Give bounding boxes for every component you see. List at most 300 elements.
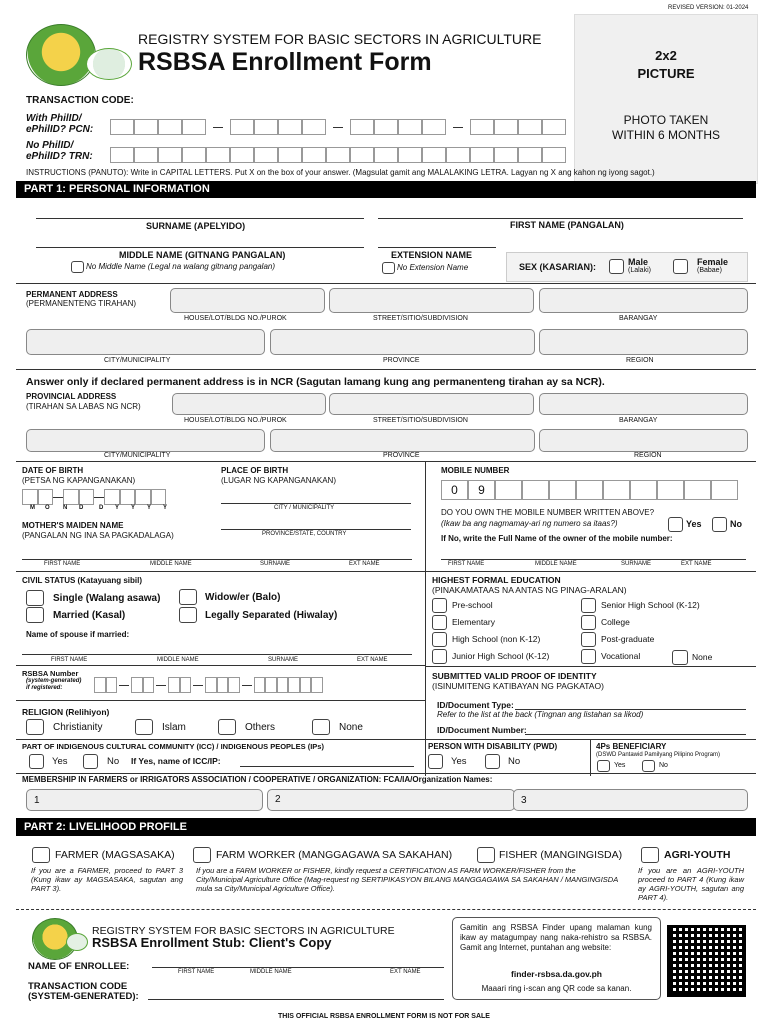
prov-house-caption: HOUSE/LOT/BLDG NO./PUROK [184, 417, 287, 424]
digit-box[interactable] [228, 677, 240, 693]
digit-separator [53, 497, 63, 498]
owner-first-caption: FIRST NAME [448, 561, 485, 567]
no-extension-label: No Extension Name [397, 263, 469, 272]
digit-separator [119, 685, 129, 686]
prov-region-field[interactable] [539, 429, 748, 452]
org-number-2: 2 [275, 794, 281, 805]
mother-maiden-label: MOTHER'S MAIDEN NAME [22, 521, 124, 530]
mother-surname-caption: SURNAME [260, 561, 291, 567]
prov-city-field[interactable] [26, 429, 265, 452]
perm-house-caption: HOUSE/LOT/BLDG NO./PUROK [184, 315, 287, 322]
icc-name-line[interactable] [240, 766, 414, 767]
photo-box [574, 14, 758, 184]
id-type-label: ID/Document Type: [437, 700, 514, 710]
prov-province-field[interactable] [270, 429, 535, 452]
prov-street-caption: STREET/SITIO/SUBDIVISION [373, 417, 468, 424]
stub-transaction-sub: (SYSTEM-GENERATED): [28, 991, 139, 1002]
religion-options [22, 718, 422, 736]
digit-box[interactable] [230, 119, 254, 135]
transaction-code-label: TRANSACTION CODE: [26, 95, 134, 106]
pob-tagalog: (LUGAR NG KAPANGANAKAN) [221, 476, 336, 485]
perm-barangay-caption: BARANGAY [619, 315, 658, 322]
divider [16, 461, 756, 462]
widow-label: Widow/er (Balo) [205, 592, 281, 603]
digit-box[interactable] [422, 119, 446, 135]
digit-box[interactable] [542, 119, 566, 135]
pob-city-line[interactable] [221, 503, 411, 504]
digit-box[interactable] [518, 147, 542, 163]
photo-note-1: PHOTO TAKEN [623, 113, 709, 127]
first-name-label: FIRST NAME (PANGALAN) [510, 220, 624, 230]
religion-others-label: Others [245, 722, 276, 733]
perm-city-caption: CITY/MUNICIPALITY [104, 357, 171, 364]
mobile-digit-box[interactable] [711, 480, 738, 500]
dob-format-letter: Y [163, 505, 168, 511]
if-no-owner-label: If No, write the Full Name of the owner of the mobile number: [441, 534, 673, 543]
fourps-no-checkbox[interactable] [642, 760, 655, 772]
org-field-3[interactable] [513, 789, 748, 811]
stub-title: RSBSA Enrollment Stub: Client's Copy [92, 935, 332, 950]
divider [16, 773, 756, 774]
finder-url[interactable]: finder-rsbsa.da.gov.ph [511, 969, 602, 979]
dob-format-letter: Y [147, 505, 152, 511]
digit-box[interactable] [398, 147, 422, 163]
mobile-digit-box[interactable] [549, 480, 576, 500]
divider [590, 739, 591, 776]
mobile-digit-box[interactable] [522, 480, 549, 500]
sex-box [506, 252, 748, 282]
rsbsa-finder-box [452, 917, 661, 1000]
no-extension-checkbox[interactable] [382, 262, 395, 274]
digit-box[interactable] [326, 147, 350, 163]
id-number-label: ID/Document Number: [437, 725, 527, 735]
edu-postgrad-checkbox[interactable] [581, 632, 596, 647]
extension-name-label: EXTENSION NAME [391, 250, 473, 260]
dob-format-letter: N [63, 505, 68, 511]
digit-box[interactable] [374, 147, 398, 163]
prov-city-caption: CITY/MUNICIPALITY [104, 452, 171, 459]
male-tagalog: (Lalaki) [628, 267, 651, 274]
no-philid-label: No PhilID/ [26, 140, 74, 151]
religion-christianity-label: Christianity [53, 722, 103, 733]
photo-note-2: WITHIN 6 MONTHS [612, 128, 720, 142]
digit-box[interactable] [278, 147, 302, 163]
provincial-address-label: PROVINCIAL ADDRESS [26, 392, 117, 401]
edu-senior-high-label: Senior High School (K-12) [601, 600, 700, 610]
edu-preschool-label: Pre-school [452, 600, 493, 610]
prov-province-caption: PROVINCE [383, 452, 420, 459]
digit-box[interactable] [120, 489, 136, 505]
edu-junior-high-checkbox[interactable] [432, 649, 447, 664]
perm-province-caption: PROVINCE [383, 357, 420, 364]
agriyouth-checkbox[interactable] [641, 847, 659, 863]
divider [16, 739, 756, 740]
pcn-input-row[interactable] [110, 119, 565, 135]
female-checkbox[interactable] [673, 259, 688, 274]
form-title: RSBSA Enrollment Form [138, 48, 432, 76]
digit-box[interactable] [446, 147, 470, 163]
org-field-1[interactable] [26, 789, 263, 811]
digit-box[interactable] [494, 147, 518, 163]
edu-college-checkbox[interactable] [581, 615, 596, 630]
digit-box[interactable] [398, 119, 422, 135]
religion-christianity-checkbox[interactable] [26, 719, 44, 735]
religion-label: RELIGION (Relihiyon) [22, 707, 110, 717]
digit-box[interactable] [265, 677, 277, 693]
id-refer-note: Refer to the list at the back (Tingnan ang listahan sa likod) [437, 710, 644, 719]
enrollee-middle-caption: MIDDLE NAME [250, 969, 292, 975]
valid-id-label: SUBMITTED VALID PROOF OF IDENTITY [432, 671, 597, 681]
first-name-line[interactable] [378, 218, 743, 219]
digit-separator [156, 685, 166, 686]
divider [16, 665, 425, 666]
digit-box[interactable] [110, 147, 134, 163]
digit-box[interactable] [277, 677, 289, 693]
digit-box[interactable] [135, 489, 151, 505]
bagong-pilipinas-logo [86, 48, 132, 80]
dob-format-letter: O [45, 505, 50, 511]
married-checkbox[interactable] [26, 607, 44, 623]
dob-format-letter: D [79, 505, 84, 511]
divider [16, 369, 756, 370]
dob-input-row[interactable] [22, 489, 212, 505]
digit-box[interactable] [254, 677, 266, 693]
digit-box[interactable] [182, 147, 206, 163]
fourps-yes-checkbox[interactable] [597, 760, 610, 772]
middle-name-label: MIDDLE NAME (GITNANG PANGALAN) [119, 250, 286, 260]
mobile-digit-box[interactable]: 0 [441, 480, 468, 500]
digit-box[interactable] [134, 147, 158, 163]
education-label: HIGHEST FORMAL EDUCATION [432, 575, 561, 585]
pob-province-caption: PROVINCE/STATE, COUNTRY [262, 531, 347, 537]
digit-box[interactable] [217, 677, 229, 693]
digit-separator [193, 685, 203, 686]
digit-box[interactable] [104, 489, 120, 505]
own-mobile-no-label: No [730, 519, 742, 529]
mother-first-caption: FIRST NAME [44, 561, 81, 567]
female-tagalog: (Babae) [697, 267, 722, 274]
finder-text: Gamitin ang RSBSA Finder upang malaman kung ikaw ay matagumpay nang naka-rehistro sa RSBSA. Gamit ang Internet, puntahan ang website: [460, 923, 652, 952]
separated-checkbox[interactable] [179, 607, 197, 623]
education-right-options [581, 598, 746, 664]
extension-name-line[interactable] [378, 247, 496, 248]
religion-none-label: None [339, 722, 363, 733]
stub-transaction-label: TRANSACTION CODE [28, 981, 128, 992]
digit-box[interactable] [158, 119, 182, 135]
mother-maiden-line[interactable] [22, 559, 412, 560]
digit-box[interactable] [182, 119, 206, 135]
with-philid-label: With PhilID/ [26, 113, 82, 124]
membership-label: MEMBERSHIP IN FARMERS or IRRIGATORS ASSOCIATION / COOPERATIVE / ORGANIZATION: FCA/IA/Organization Names: [22, 775, 493, 784]
owner-middle-caption: MIDDLE NAME [535, 561, 577, 567]
mobile-digit-box[interactable] [684, 480, 711, 500]
rsbsa-finder-qr-code[interactable] [667, 925, 746, 997]
divider [16, 283, 756, 284]
separated-label: Legally Separated (Hiwalay) [205, 610, 338, 621]
farmworker-checkbox[interactable] [193, 847, 211, 863]
stub-registry-title: REGISTRY SYSTEM FOR BASIC SECTORS IN AGRICULTURE [92, 925, 395, 937]
permanent-address-tagalog: (PERMANENTENG TIRAHAN) [26, 299, 137, 308]
digit-box[interactable] [168, 677, 180, 693]
digit-box[interactable] [350, 119, 374, 135]
enrollee-line[interactable] [152, 967, 444, 968]
cut-line [16, 909, 756, 910]
prov-region-caption: REGION [634, 452, 662, 459]
owner-name-line[interactable] [441, 559, 746, 560]
digit-box[interactable] [422, 147, 446, 163]
dob-label: DATE OF BIRTH [22, 466, 84, 475]
icc-no-label: No [107, 756, 120, 767]
icc-label: PART OF INDIGENOUS CULTURAL COMMUNITY (ICC) / INDIGENOUS PEOPLES (IPs) [22, 742, 324, 751]
perm-region-caption: REGION [626, 357, 654, 364]
dob-format-letter: D [99, 505, 104, 511]
pwd-no-checkbox[interactable] [485, 754, 500, 769]
fisher-label: FISHER (MANGINGISDA) [499, 849, 623, 861]
digit-box[interactable] [63, 489, 79, 505]
provincial-address-tagalog: (TIRAHAN SA LABAS NG NCR) [26, 402, 141, 411]
digit-box[interactable] [230, 147, 254, 163]
agriyouth-label: AGRI-YOUTH [664, 849, 731, 861]
edu-highschool-label: High School (non K-12) [452, 634, 541, 644]
digit-box[interactable] [151, 489, 167, 505]
worker-note: If you are a FARM WORKER or FISHER, kindly request a CERTIFICATION AS FARM WORKER/FISHER from the City/Municipal Agriculture Office (Mag-request ng SERTIPIKASYON BILANG MANGGAGAWA SA SAKAHAN / MANGINGISDA mula sa City/Municipal Agriculture Office). [196, 866, 618, 893]
edu-junior-high-label: Junior High School (K-12) [452, 651, 550, 661]
edu-elementary-checkbox[interactable] [432, 615, 447, 630]
mobile-digit-box[interactable] [576, 480, 603, 500]
education-left-options [432, 598, 572, 664]
icc-yes-label: Yes [52, 756, 68, 767]
part2-header: PART 2: LIVELIHOOD PROFILE [16, 818, 756, 836]
religion-islam-label: Islam [162, 722, 186, 733]
digit-separator [333, 127, 343, 128]
farmer-label: FARMER (MAGSASAKA) [55, 849, 175, 861]
instructions: INSTRUCTIONS (PANUTO): Write in CAPITAL LETTERS. Put X on the box of your answer. (Magsulat gamit ang MALALAKING LETRA. Lagyan ng X ang kahon ng iyong sagot.) [26, 168, 655, 177]
mobile-label: MOBILE NUMBER [441, 466, 510, 475]
farmer-checkbox[interactable] [32, 847, 50, 863]
digit-box[interactable] [470, 147, 494, 163]
enrollee-ext-caption: EXT NAME [390, 969, 421, 975]
digit-box[interactable] [374, 119, 398, 135]
no-middle-name-checkbox[interactable] [71, 261, 84, 273]
perm-region-field[interactable] [539, 329, 748, 355]
perm-house-field[interactable] [170, 288, 325, 313]
prov-house-field[interactable] [172, 393, 326, 415]
ncr-note: Answer only if declared permanent address is in NCR (Sagutan lamang kung ang permanenteng tirahan ay sa NCR). [26, 376, 605, 388]
icc-no-checkbox[interactable] [83, 754, 98, 769]
digit-box[interactable] [134, 119, 158, 135]
pob-province-line[interactable] [221, 529, 411, 530]
digit-box[interactable] [206, 147, 230, 163]
rsbsa-number-label: RSBSA Number [22, 669, 79, 678]
dob-format-row [22, 505, 212, 513]
digit-box[interactable] [110, 119, 134, 135]
perm-city-field[interactable] [26, 329, 265, 355]
edu-none-label: None [692, 652, 713, 662]
rsbsa-sub1: (system-generated) [26, 678, 82, 684]
valid-id-tagalog: (ISINUMITENG KATIBAYAN NG PAGKATAO) [432, 681, 604, 691]
digit-box[interactable] [158, 147, 182, 163]
pwd-yes-checkbox[interactable] [428, 754, 443, 769]
own-mobile-yes-label: Yes [686, 519, 702, 529]
digit-box[interactable] [131, 677, 143, 693]
edu-vocational-label: Vocational [601, 651, 641, 661]
edu-elementary-label: Elementary [452, 617, 495, 627]
digit-box[interactable] [311, 677, 323, 693]
fourps-tagalog: (DSWD Pantawid Pamilyang Pilipino Program) [596, 752, 721, 758]
pwd-label: PERSON WITH DISABILITY (PWD) [428, 742, 558, 751]
department-of-agriculture-logo [26, 24, 96, 86]
no-middle-name-label: No Middle Name (Legal na walang gitnang pangalan) [86, 262, 276, 271]
digit-box[interactable] [38, 489, 54, 505]
id-number-line[interactable] [525, 734, 746, 735]
digit-box[interactable] [79, 489, 95, 505]
spouse-label: Name of spouse if married: [26, 630, 130, 639]
perm-province-field[interactable] [270, 329, 535, 355]
pob-label: PLACE OF BIRTH [221, 466, 289, 475]
rsbsa-number-row[interactable] [94, 677, 414, 694]
mobile-digit-box[interactable]: 9 [468, 480, 495, 500]
edu-college-label: College [601, 617, 630, 627]
pwd-no-label: No [508, 756, 521, 767]
farmer-note: If you are a FARMER, proceed to PART 3 (Kung ikaw ay MAGSASAKA, sagutan ang PART 3). [31, 866, 183, 893]
with-ephilid-label: ePhilID? PCN: [26, 124, 94, 135]
no-ephilid-label: ePhilID? TRN: [26, 151, 93, 162]
org-number-3: 3 [521, 795, 527, 806]
spouse-first-caption: FIRST NAME [51, 657, 88, 663]
icc-yes-checkbox[interactable] [29, 754, 44, 769]
middle-name-line[interactable] [36, 247, 364, 248]
married-label: Married (Kasal) [53, 610, 126, 621]
mobile-input-row[interactable] [441, 480, 746, 500]
prov-street-field[interactable] [329, 393, 534, 415]
dob-format-letter: Y [131, 505, 136, 511]
divider [16, 700, 425, 701]
edu-senior-high-checkbox[interactable] [581, 598, 596, 613]
spouse-line[interactable] [22, 654, 412, 655]
digit-box[interactable] [350, 147, 374, 163]
photo-size: 2x2 [655, 48, 677, 63]
digit-box[interactable] [22, 489, 38, 505]
qr-note: Maaari ring i-scan ang QR code sa kanan. [481, 984, 632, 993]
mother-ext-caption: EXT NAME [349, 561, 380, 567]
stub-transaction-line[interactable] [148, 999, 444, 1000]
civil-status-label: CIVIL STATUS (Katayuang sibil) [22, 576, 143, 585]
digit-box[interactable] [205, 677, 217, 693]
prov-barangay-field[interactable] [539, 393, 748, 415]
digit-box[interactable] [470, 119, 494, 135]
digit-separator [94, 497, 104, 498]
religion-others-checkbox[interactable] [218, 719, 236, 735]
digit-box[interactable] [518, 119, 542, 135]
single-checkbox[interactable] [26, 590, 44, 606]
owner-surname-caption: SURNAME [621, 561, 652, 567]
digit-box[interactable] [494, 119, 518, 135]
spouse-middle-caption: MIDDLE NAME [157, 657, 199, 663]
digit-box[interactable] [254, 147, 278, 163]
agriyouth-note: If you are an AGRI-YOUTH proceed to PART 4 (Kung ikaw ay AGRI-YOUTH, sagutan ang PART 4). [638, 866, 744, 902]
footer-note: THIS OFFICIAL RSBSA ENROLLMENT FORM IS NOT FOR SALE [278, 1013, 490, 1020]
digit-box[interactable] [94, 677, 106, 693]
edu-preschool-checkbox[interactable] [432, 598, 447, 613]
enrollee-label: NAME OF ENROLLEE: [28, 961, 130, 972]
digit-box[interactable] [542, 147, 566, 163]
pwd-yes-label: Yes [451, 756, 467, 767]
edu-vocational-checkbox[interactable] [581, 649, 596, 664]
single-label: Single (Walang asawa) [53, 593, 161, 604]
fisher-checkbox[interactable] [477, 847, 495, 863]
prov-barangay-caption: BARANGAY [619, 417, 658, 424]
digit-separator [242, 685, 252, 686]
dob-format-letter: M [30, 505, 35, 511]
divider [425, 666, 756, 667]
mother-maiden-tagalog: (PANGALAN NG INA SA PAGKADALAGA) [22, 531, 174, 540]
surname-line[interactable] [36, 218, 364, 219]
spouse-surname-caption: SURNAME [268, 657, 299, 663]
mother-middle-caption: MIDDLE NAME [150, 561, 192, 567]
religion-none-checkbox[interactable] [312, 719, 330, 735]
org-number-1: 1 [34, 795, 40, 806]
male-checkbox[interactable] [609, 259, 624, 274]
edu-postgrad-label: Post-graduate [601, 634, 655, 644]
digit-box[interactable] [288, 677, 300, 693]
permanent-address-label: PERMANENT ADDRESS [26, 290, 118, 299]
digit-box[interactable] [302, 147, 326, 163]
revised-version: REVISED VERSION: 01-2024 [668, 5, 749, 11]
edu-highschool-checkbox[interactable] [432, 632, 447, 647]
widow-checkbox[interactable] [179, 589, 197, 605]
digit-box[interactable] [254, 119, 278, 135]
part1-header: PART 1: PERSONAL INFORMATION [16, 181, 756, 198]
stub-bagong-pilipinas-logo [66, 933, 88, 951]
divider [16, 571, 756, 572]
fourps-label: 4Ps BENEFICIARY [596, 742, 667, 751]
digit-box[interactable] [180, 677, 192, 693]
mobile-digit-box[interactable] [603, 480, 630, 500]
mobile-digit-box[interactable] [495, 480, 522, 500]
own-mobile-tagalog: (Ikaw ba ang nagmamay-ari ng numero sa itaas?) [441, 519, 618, 528]
own-mobile-no-checkbox[interactable] [712, 517, 727, 532]
digit-box[interactable] [143, 677, 155, 693]
perm-barangay-field[interactable] [539, 288, 748, 313]
perm-street-field[interactable] [329, 288, 534, 313]
digit-box[interactable] [278, 119, 302, 135]
dob-tagalog: (PETSA NG KAPANGANAKAN) [22, 476, 136, 485]
own-mobile-yes-checkbox[interactable] [668, 517, 683, 532]
religion-islam-checkbox[interactable] [135, 719, 153, 735]
trn-input-row[interactable] [110, 147, 565, 163]
sex-label: SEX (KASARIAN): [519, 262, 597, 272]
digit-separator [453, 127, 463, 128]
digit-separator [213, 127, 223, 128]
org-field-2[interactable] [267, 789, 515, 811]
digit-box[interactable] [302, 119, 326, 135]
fourps-yes-label: Yes [614, 762, 626, 769]
mobile-digit-box[interactable] [657, 480, 684, 500]
male-label: Male [628, 257, 649, 267]
registry-title: REGISTRY SYSTEM FOR BASIC SECTORS IN AGRICULTURE [138, 31, 542, 47]
icc-if-yes-label: If Yes, name of ICC/IP: [131, 756, 221, 766]
digit-box[interactable] [300, 677, 312, 693]
education-tagalog: (PINAKAMATAAS NA ANTAS NG PINAG-ARALAN) [432, 585, 627, 595]
spouse-ext-caption: EXT NAME [357, 657, 388, 663]
mobile-digit-box[interactable] [630, 480, 657, 500]
perm-street-caption: STREET/SITIO/SUBDIVISION [373, 315, 468, 322]
digit-box[interactable] [106, 677, 118, 693]
owner-ext-caption: EXT NAME [681, 561, 712, 567]
fourps-no-label: No [659, 762, 668, 769]
edu-none-checkbox[interactable] [672, 650, 688, 665]
enrollee-first-caption: FIRST NAME [178, 969, 215, 975]
